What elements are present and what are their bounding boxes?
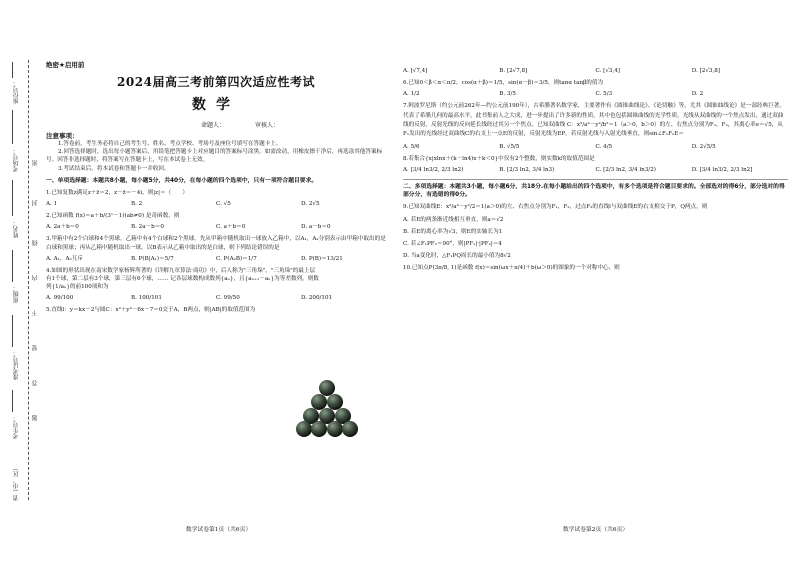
- option: D. P(B)＝13/21: [301, 255, 343, 262]
- option: B. P(B|A₁)＝5/7: [131, 255, 174, 262]
- question-5: 5.直线l：y＝kx－2与圆C：x²＋y²－6x－7＝0交于A，B两点，则|AB|的取值范围为: [46, 307, 256, 314]
- question-1-options: [46, 200, 386, 208]
- question-7: 7.阿波罗尼斯（约公元前262年—约公元前190年），古希腊著名数学家，主要著作有《圆锥曲线论》、《论切触》等，尤其《圆锥曲线论》是一部经典巨著，代表了希腊几何的最高水平，此书集前人之大成，进一步提出了许多新的性质。其中也包括圆锥曲线的光学性质，光线从双曲线的一个焦点发出，通过双曲线的反射，反射光线的反向延长线经过其另一个焦点。已知双曲线 C：x²/a²－y²/b²＝1（a＞0，b＞0）的左、右焦点分别为F₁，F₂，其离心率e＝√5，从F₁发出的光线经过双曲线C的右支上一点E的反射，反射光线为EP，若反射光线与入射光线垂直，则sin∠F₁F₂E＝: [403, 103, 785, 138]
- question-4-options: [46, 294, 386, 302]
- option: A. [3/4 ln3/2, 2/3 ln2): [403, 167, 464, 174]
- seal-char: 封: [32, 200, 39, 206]
- note-item: 2.回答选择题时，选出每小题答案后，用铅笔把答题卡上对应题目的答案标号涂黑。如需改动，用橡皮擦干净后，再选涂其他答案标号。回答非选择题时，将答案写在答题卡上，写在本试卷上无效。: [46, 149, 383, 164]
- question-2-options: [46, 223, 386, 231]
- option: C. [2/3 ln2, 3/4 ln3/2): [595, 167, 656, 174]
- exam-title: 2024届高三考前第四次适应性考试: [117, 75, 315, 89]
- option: D. 2√5/5: [691, 143, 716, 150]
- option: A. A₁，A₂互斥: [46, 255, 83, 262]
- seal-char: 内: [32, 275, 39, 281]
- option: A. 1: [46, 201, 58, 208]
- question-9-option-d: D. 当a变化时，△F₁PQ周长的最小值为8√2: [403, 253, 511, 260]
- fill-line: [12, 250, 13, 282]
- seat-number-label: 座位号：: [13, 80, 20, 104]
- option: C. √5: [216, 201, 231, 208]
- candidate-number-label: 考生号：: [13, 415, 20, 439]
- question-1: 1.已知复数z满足z＋z̄＝2，z－z̄＝－4i，则|z|＝（ ）: [46, 190, 188, 197]
- fill-line: [12, 315, 13, 347]
- option: D. 200/101: [301, 295, 333, 302]
- question-9-option-b: B. 若E的离心率为√3，则E的实轴长为1: [403, 228, 503, 235]
- option: C. 4/5: [595, 143, 613, 150]
- option: A. 1/2: [403, 91, 420, 98]
- fill-line: [12, 180, 13, 216]
- question-9: 9.已知双曲线E：x²/a²－y²/2＝1(a＞0)的左、右焦点分别为F₁，F₂，过点F₂的直线l与双曲线E的右支相交于P，Q两点，则: [403, 204, 708, 211]
- option: A. 5/6: [403, 143, 420, 150]
- option: B. 100/101: [131, 295, 162, 302]
- seal-char: 密: [32, 160, 39, 166]
- option: C. a＋b＝0: [216, 224, 246, 231]
- right-content: [403, 64, 788, 273]
- section-single-choice: 一、单项选择题：本题共8小题，每小题5分，共40分，在每小题的四个选项中，只有一项符合题目要求。: [46, 177, 318, 184]
- secret-label: 绝密★启用前: [46, 61, 85, 69]
- question-10: 10.已知点P(3π/8, 1)是函数 f(x)＝sin(ωx＋π/4)＋b(ω＞0)的图象的一个对称中心，则: [403, 265, 620, 272]
- question-5-options: [403, 67, 788, 75]
- option: D. [2√3,8]: [691, 68, 720, 74]
- author-line: [46, 120, 386, 129]
- question-4: 4.如图的形状出现在南宋数学家杨辉所著的《详解九章算法·商功》中，后人称为"三角垛"。"三角垛"的最上层有1个球，第二层有3个球，第三层有6个球，…… 记各层球数构成数列{aₙ}，且{aₙ₊₁－aₙ}为等差数列，则数列{1/aₙ}的前100项和为: [46, 267, 319, 291]
- seal-char: 要: [32, 345, 39, 351]
- section-multiple-choice: 二、多项选择题：本题共3小题，每小题6分，共18分.在每小题给出的四个选项中，有多个选项是符合题目要求的。全部选对的得6分，部分选对的得部分分，有选错的得0分。: [403, 179, 788, 199]
- question-9-option-c: C. 若∠F₁PF₂＝90°，则|PF₁|·|PF₂|＝4: [403, 241, 502, 248]
- question-9-option-a: A. 若E的两条渐近线相互垂直，则a＝√2: [403, 216, 504, 223]
- admission-ticket-label: 准考证号：: [13, 350, 20, 380]
- question-6: 6.已知0＜β＜α＜π/2，cos(α＋β)＝1/5，sin(α－β)＝3/5，则tanα tanβ的值为: [403, 80, 604, 86]
- binding-strip: [0, 60, 42, 500]
- option: C. P(A₂B)＝1/7: [216, 255, 257, 262]
- option: D. 2: [691, 91, 704, 98]
- question-6-options: [403, 90, 788, 98]
- notes-title: 注意事项：: [46, 132, 79, 140]
- question-8: 8.若集合{x|xlnx＋(k－ln4)x＋k＜0}中仅有2个整数，则实数k的取值范围是: [403, 155, 595, 162]
- question-3-options: [46, 255, 386, 263]
- province-label: 省（市、区）: [13, 465, 20, 501]
- option: B. [2/3 ln2, 3/4 ln3): [499, 167, 555, 174]
- option: B. √5/5: [499, 143, 520, 150]
- option: B. 2: [131, 201, 143, 208]
- option: C. 99/50: [216, 295, 240, 302]
- option: B. 2a－b＝0: [131, 224, 164, 231]
- question-7-options: [403, 143, 788, 151]
- page-footer: 数学试卷第1页（共6页）: [185, 527, 252, 533]
- option: C. 5/3: [595, 91, 613, 98]
- seal-char: 题: [32, 415, 39, 421]
- fill-line: [12, 110, 13, 144]
- option: D. 2√5: [301, 201, 320, 208]
- left-content: [46, 60, 386, 315]
- page-footer: 数学试卷第2页（共6页）: [562, 527, 629, 533]
- binding-dashed-line: [28, 60, 29, 500]
- seal-char: 答: [32, 380, 39, 386]
- exam-room-label: 考场号：: [13, 148, 20, 172]
- seal-char: 线: [32, 240, 39, 246]
- question-8-options: [403, 166, 788, 174]
- question-2: 2.已知函数 f(x)＝a＋b/(3ˣ－1)(ab≠0) 是奇函数，则: [46, 213, 180, 220]
- seal-char: 不: [32, 310, 39, 316]
- fill-line: [12, 390, 13, 412]
- name-label: 姓名：: [13, 220, 20, 238]
- option: B. 3/5: [499, 91, 516, 98]
- question-3: 3.甲箱中有2个白球和4个黑球，乙箱中有4个白球和2个黑球。先从甲箱中随机取出一球放入乙箱中，以A₁，A₂分别表示由甲箱中取出的是白球和黑球；再从乙箱中随机取出一球，以B表示从乙箱中取出的是白球，则下列结论错误的是: [46, 236, 386, 251]
- reviewer-label: 审核人：: [254, 122, 279, 129]
- note-item: 1.答卷前，考生务必将自己的考生号、姓名、考点学校、考场号及座位号填写在答题卡上。: [58, 141, 282, 147]
- option: D. a－b＝0: [301, 224, 331, 231]
- option: B. [2√7,8]: [499, 68, 528, 74]
- class-label: 班级：: [13, 285, 20, 303]
- note-item: 3.考试结束后，将本试卷和答题卡一并收回。: [58, 165, 170, 172]
- option: D. [3/4 ln3/2, 2/3 ln2]: [691, 167, 753, 174]
- subject-title: 数学: [192, 97, 240, 113]
- proposer-label: 命题人：: [201, 122, 226, 129]
- option: C. [√3,4]: [595, 68, 620, 74]
- option: A. [√7,4]: [403, 68, 428, 74]
- ball-pyramid-figure: [296, 378, 358, 438]
- right-page: [397, 0, 794, 561]
- fill-line: [12, 62, 13, 78]
- option: A. 2a＋b＝0: [46, 224, 79, 231]
- option: A. 99/100: [46, 295, 74, 302]
